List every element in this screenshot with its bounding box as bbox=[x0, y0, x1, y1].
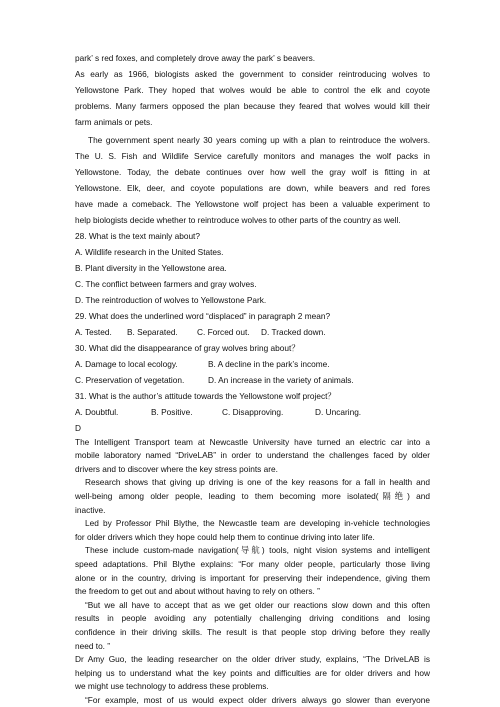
text-line: help biologists decide whether to reintroduce wolves to other parts of the country as well. bbox=[75, 215, 401, 225]
text-line: Yellowstone Park. They hoped that wolves would be able to control the elk and coyote bbox=[75, 85, 430, 95]
option-30a: A. Damage to local ecology. bbox=[75, 359, 178, 369]
question-28: 28. What is the text mainly about? bbox=[75, 231, 200, 241]
text-line: confidence in their driving skills. The result is that people stop driving before they really bbox=[75, 627, 430, 637]
question-30: 30. What did the disappearance of gray wolves bring about？ bbox=[75, 343, 300, 353]
text-line: The government spent nearly 30 years coming up with a plan to reintroduce the wolvers. bbox=[88, 135, 430, 145]
text-line: As early as 1966, biologists asked the government to consider reintroducing wolves to bbox=[75, 69, 430, 79]
option-29d: D. Tracked down. bbox=[261, 327, 326, 337]
text-line: have made a comeback. The Yellowstone wolf project has been a valuable experiment to bbox=[75, 199, 430, 209]
option-29b: B. Separated. bbox=[127, 327, 178, 337]
text-line: problems. Many farmers opposed the plan because they feared that wolves would kill their bbox=[75, 101, 430, 111]
text-line: farm animals or pets. bbox=[75, 117, 153, 127]
section-heading-d: D bbox=[75, 423, 81, 433]
option-28a: A. Wildlife research in the United States. bbox=[75, 247, 224, 257]
text-line: the freedom to get out and about without having to rely on others. ” bbox=[75, 586, 320, 597]
option-28d: D. The reintroduction of wolves to Yellowstone Park. bbox=[75, 295, 267, 305]
text-line: well-being among older people, leading to them becoming more isolated(隔绝) and bbox=[75, 491, 430, 501]
text-line: results in people avoiding any potentially challenging driving conditions and losing bbox=[75, 613, 430, 624]
text-line: need to. ” bbox=[75, 640, 111, 651]
text-line: speed adaptations. Phil Blythe explains: “For many older people, particularly those living bbox=[75, 559, 430, 569]
option-31a: A. Doubtful. bbox=[75, 407, 119, 417]
text-line: park’ s red foxes, and completely drove away the park’ s beavers. bbox=[75, 53, 316, 63]
text-line: “But we all have to accept that as we get older our reactions slow down and this often bbox=[85, 599, 430, 610]
options-30-row1 bbox=[75, 357, 430, 371]
options-31 bbox=[75, 405, 430, 419]
text-line: we might use technology to address these problems. bbox=[75, 681, 269, 692]
text-line: Yellowstone. Elk, deer, and coyote populations are down, while beavers and red fores bbox=[75, 183, 430, 193]
text-line: The Intelligent Transport team at Newcastle University have turned an electric car into a bbox=[75, 436, 430, 447]
option-31b: B. Positive. bbox=[151, 407, 193, 417]
text-line: helping us to understand what the key points and difficulties are for older drivers and how bbox=[75, 667, 430, 678]
option-29a: A. Tested. bbox=[75, 327, 112, 337]
option-31c: C. Disapproving. bbox=[222, 407, 284, 417]
text-line: alone or in the country, driving is important for preserving their independence, giving them bbox=[75, 572, 430, 583]
options-30-row2 bbox=[75, 373, 430, 387]
text-line: Led by Professor Phil Blythe, the Newcastle team are developing in-vehicle technologies bbox=[85, 518, 430, 529]
option-31d: D. Uncaring. bbox=[315, 407, 362, 417]
options-29 bbox=[75, 325, 430, 339]
option-29c: C. Forced out. bbox=[197, 327, 250, 337]
option-30b: B. A decline in the park’s income. bbox=[208, 359, 330, 369]
option-30d: D. An increase in the variety of animals. bbox=[208, 375, 354, 385]
text-line: Dr Amy Guo, the leading researcher on the older driver study, explains, “The DriveLAB is bbox=[75, 654, 430, 665]
text-line: The U. S. Fish and Wildlife Service carefully monitors and manages the wolf packs in bbox=[75, 151, 430, 161]
text-line: for older drivers which they hope could help them to continue driving into later life. bbox=[75, 531, 375, 542]
text-line: These include custom-made navigation(导航) tools, night vision systems and intelligent bbox=[85, 545, 430, 556]
text-line: Research shows that giving up driving is one of the key reasons for a fall in health and bbox=[85, 477, 430, 488]
question-31: 31. What is the author’s attitude towards the Yellowstone wolf project？ bbox=[75, 391, 336, 401]
text-line: mobile laboratory named “DriveLAB” in order to understand the challenges faced by older bbox=[75, 450, 430, 461]
text-line: Yellowstone. Today, the debate continues over how well the gray wolf is fitting in at bbox=[75, 167, 430, 177]
text-line: inactive. bbox=[75, 504, 106, 515]
text-line: drivers and to discover where the key stress points are. bbox=[75, 463, 278, 474]
text-line: “For example, most of us would expect older drivers always go slower than everyone bbox=[85, 695, 430, 705]
option-28c: C. The conflict between farmers and gray wolves. bbox=[75, 279, 257, 289]
option-30c: C. Preservation of vegetation. bbox=[75, 375, 185, 385]
option-28b: B. Plant diversity in the Yellowstone area. bbox=[75, 263, 227, 273]
question-29: 29. What does the underlined word “displaced” in paragraph 2 mean? bbox=[75, 311, 331, 321]
